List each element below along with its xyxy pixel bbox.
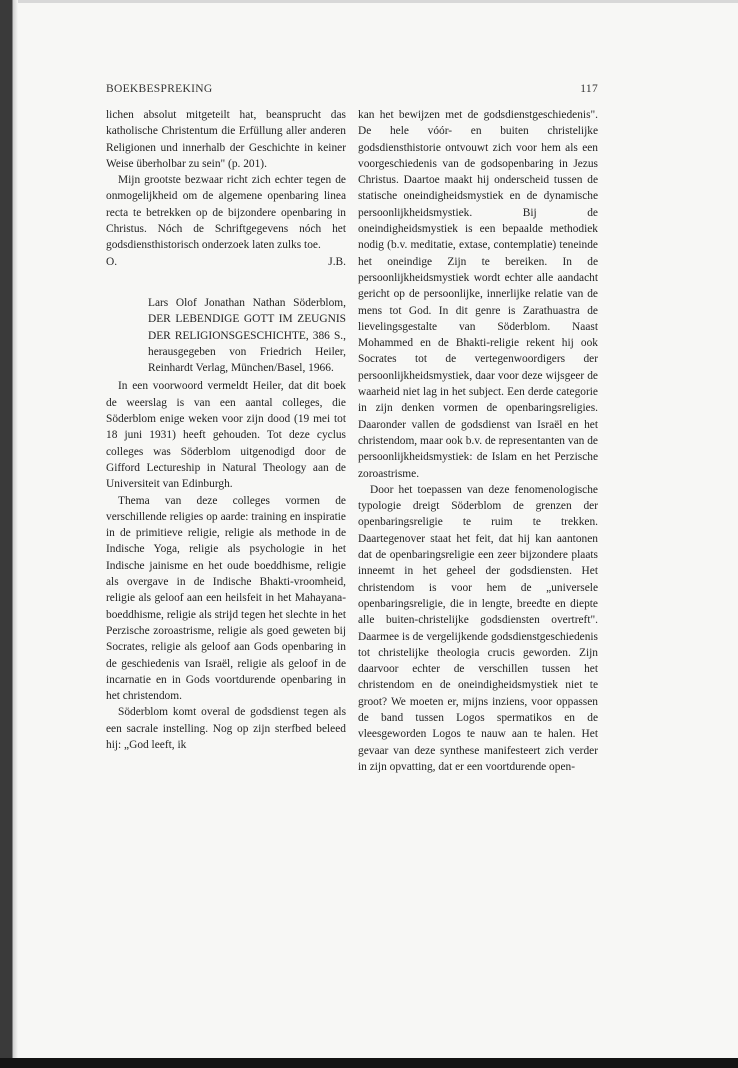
signature-line (106, 254, 346, 270)
left-column (106, 107, 346, 753)
paragraph: Thema van deze colleges vormen de verschillende religies op aarde: training en inspiratie in de primitieve religie, religie als methode in de Indische Yoga, religie als psychologie in het Indische jainisme en het oude boeddhisme, religie als overgave in de Indische Bhakti-vroomheid, religie als geloof aan een heilsfeit in het Mahayana-boeddhisme, religie als strijd tegen het slechte in het Perzische zoroastrisme, religie als goed geweten bij Socrates, religie als geloof aan Gods openbaring in de geschiedenis van Israël, religie als geloof in de incarnatie en in Gods voortdurende openbaring in het christendom. (106, 494, 346, 703)
signature-initial-left: O. (106, 255, 118, 268)
page-number: 117 (580, 83, 598, 95)
paragraph: Söderblom komt overal de godsdienst tegen als een sacrale instelling. Nog op zijn sterfbed beleed hij: „God leeft, ik (106, 706, 346, 751)
running-title: BOEKBESPREKING (106, 83, 213, 95)
scan-bottom-edge (0, 1058, 738, 1068)
paragraph: Mijn grootste bezwaar richt zich echter tegen de onmogelijkheid om de algemene openbaring linea recta te betrekken op de bijzondere openbaring in Christus. Nóch de Schriftgegevens nóch het godsdiensthistorisch onderzoek laten zulks toe. (106, 174, 346, 252)
paragraph: Door het toepassen van deze fenomenologische typologie dreigt Söderblom de grenzen der openbaringsreligie te ruim te trekken. Daartegenover staat het feit, dat hij kan aantonen dat de openbaringsreligie een zeer bijzondere plaats inneemt in het geheel der godsdiensten. Het christendom is voor hem de „universele openbaringsreligie, die in lengte, breedte en diepte alle buiten-christelijke godsdiensten overtreft". Daarmee is de vergelijkende godsdienstgeschiedenis tot christelijke theologia crucis geworden. Zijn daarvoor echter de verschillen tussen het christendom en de oneindigheidsmystiek niet te groot? We moeten er, mijns inziens, voor oppassen de band tussen Logos spermatikos en de vleesgeworden Logos te nauw aan te halen. Het gevaar van deze synthese manifesteert zich verder in zijn opvatting, dat er een voortdurende open- (358, 483, 598, 773)
paragraph: kan het bewijzen met de godsdienstgeschiedenis". De hele vóór- en buiten christelijke godsdiensthistorie ontvouwt zich voor hem als een voorgeschiedenis van de godsopenbaring in Jezus Christus. Daartoe maakt hij onderscheid tussen de statische oneindigheidsmystiek en de dynamische persoonlijkheidsmystiek. Bij de oneindigheidsmystiek is een bepaalde methodiek nodig (b.v. meditatie, extase, contemplatie) teneinde het oneindige Zijn te bereiken. In de persoonlijkheidsmystiek wordt echter alle aandacht gericht op de persoonlijke, innerlijke relatie van de mens tot God. In dit genre is Zarathuastra de lievelingsgestalte van Söderblom. Naast Mohammed en de Bhakti-religie rekent hij ook Socrates tot de vertegenwoordigers der persoonlijkheidsmystiek, daar voor deze wijsgeer de waarheid niet lag in het subject. Een derde categorie in zijn denken vormen de openbaringsreligies. Daaronder vallen de godsdienst van Israël en het christendom, maar ook b.v. de representanten van de persoonlijkheidsmystiek: de Islam en het Perzische zoroastrisme. (358, 109, 598, 480)
signature-initial-right: J.B. (328, 255, 346, 268)
scan-top-edge (18, 0, 738, 3)
scan-left-edge (0, 0, 18, 1068)
right-column (358, 107, 598, 775)
book-citation: Lars Olof Jonathan Nathan Söderblom, DER LEBENDIGE GOTT IM ZEUGNIS DER RELIGIONSGESCHICHTE, 386 S., herausgegeben von Friedrich Heiler, Reinhardt Verlag, München/Basel, 1966. (148, 296, 346, 375)
paragraph: lichen absolut mitgeteilt hat, beansprucht das katholische Christentum die Erfüllung aller anderen Religionen und innerhalb der Geschichte in keiner Weise überholbar zu sein" (p. 201). (106, 109, 346, 170)
paragraph: In een voorwoord vermeldt Heiler, dat dit boek de weerslag is van een aantal colleges, die Söderblom enige weken voor zijn dood (19 mei tot 18 juni 1931) heeft gehouden. Tot deze cyclus colleges was Söderblom uitgenodigd door de Gifford Lectureship in Natural Theology aan de Universiteit van Edinburgh. (106, 380, 346, 491)
